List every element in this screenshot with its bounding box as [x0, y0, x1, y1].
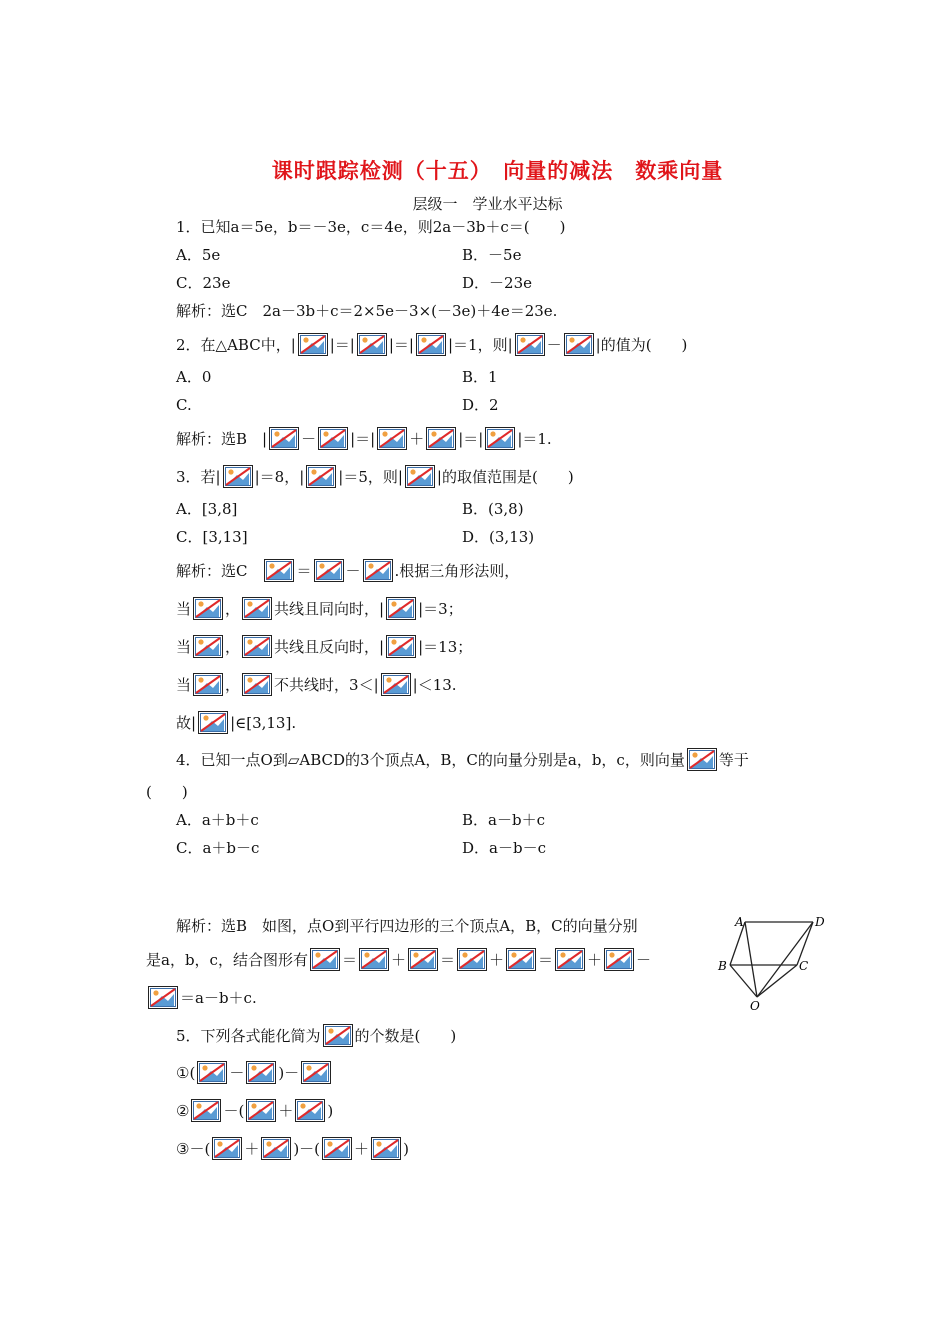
q1-option-b: B．－5e [462, 246, 522, 264]
q5-item-3: ③－( ＋ )－( ＋ ) [176, 1137, 409, 1160]
q4-option-b: B．a－b＋c [462, 811, 545, 829]
q3-option-a: A．[3,8] [176, 500, 238, 518]
label-o: O [750, 999, 760, 1012]
q3-option-d: D．(3,13) [462, 528, 535, 546]
vector-image-icon [193, 673, 223, 696]
q2-option-d: D．2 [462, 396, 499, 414]
q4-option-d: D．a－b－c [462, 839, 546, 857]
vector-image-icon [357, 333, 387, 356]
vector-image-icon [298, 333, 328, 356]
vector-image-icon [295, 1099, 325, 1122]
q1-option-a: A．5e [176, 246, 221, 264]
q4-answer-line-1: 解析：选B 如图，点O到平行四边形的三个顶点A，B，C的向量分别 [176, 917, 638, 935]
q4-option-c: C．a＋b－c [176, 839, 260, 857]
vector-image-icon [416, 333, 446, 356]
q1-stem: 1．已知a＝5e，b＝－3e，c＝4e，则2a－3b＋c＝( ) [176, 218, 566, 236]
vector-image-icon [242, 635, 272, 658]
parallelogram-figure [715, 912, 825, 1012]
q2-option-c: C. [176, 396, 192, 414]
vector-image-icon [323, 1024, 353, 1047]
vector-image-icon [246, 1061, 276, 1084]
vector-image-icon [555, 948, 585, 971]
q5-item-1: ①( － )－ [176, 1061, 333, 1084]
q3-answer-line-5: 故| |∈[3,13]. [176, 711, 296, 734]
q3-answer-line-1: 解析：选C ＝ － .根据三角形法则， [176, 559, 519, 582]
q2-option-a: A．0 [176, 368, 212, 386]
q4-answer-line-3: ＝a－b＋c. [146, 986, 257, 1009]
q5-stem: 5．下列各式能化简为 的个数是( ) [176, 1024, 456, 1047]
vector-image-icon [242, 673, 272, 696]
q4-option-a: A．a＋b＋c [176, 811, 259, 829]
label-a: A [735, 915, 744, 929]
q3-answer-line-4: 当 ， 不共线时，3＜| |＜13. [176, 673, 457, 696]
vector-image-icon [515, 333, 545, 356]
vector-image-icon [457, 948, 487, 971]
vector-image-icon [408, 948, 438, 971]
label-b: B [718, 959, 727, 973]
q3-stem: 3．若| |＝8，| |＝5，则| |的取值范围是( ) [176, 465, 574, 488]
q3-answer-line-2: 当 ， 共线且同向时，| |＝3； [176, 597, 463, 620]
q2-answer: 解析：选B | － |＝| ＋ |＝| |＝1. [176, 427, 552, 450]
vector-image-icon [687, 748, 717, 771]
vector-image-icon [197, 1061, 227, 1084]
q2-option-b: B．1 [462, 368, 498, 386]
q4-answer-line-2: 是a，b，c，结合图形有 ＝ ＋ ＝ ＋ ＝ ＋ － [146, 948, 651, 971]
vector-image-icon [264, 559, 294, 582]
q1-option-d: D．－23e [462, 274, 532, 292]
vector-image-icon [306, 465, 336, 488]
vector-image-icon [310, 948, 340, 971]
vector-image-icon [246, 1099, 276, 1122]
q4-stem-bracket: ( ) [146, 783, 188, 801]
vector-image-icon [485, 427, 515, 450]
vector-image-icon [359, 948, 389, 971]
vector-image-icon [148, 986, 178, 1009]
vector-image-icon [371, 1137, 401, 1160]
q5-item-2: ② －( ＋ ) [176, 1099, 333, 1122]
q3-option-b: B．(3,8) [462, 500, 524, 518]
page-title: 课时跟踪检测（十五） 向量的减法 数乘向量 [271, 158, 724, 183]
vector-image-icon [261, 1137, 291, 1160]
vector-image-icon [386, 597, 416, 620]
vector-image-icon [269, 427, 299, 450]
vector-image-icon [322, 1137, 352, 1160]
vector-image-icon [386, 635, 416, 658]
q3-answer-line-3: 当 ， 共线且反向时，| |＝13； [176, 635, 472, 658]
label-c: C [799, 959, 809, 973]
q4-stem: 4．已知一点O到▱ABCD的3个顶点A，B，C的向量分别是a，b，c，则向量 等于 [176, 748, 749, 771]
label-d: D [815, 915, 825, 929]
vector-image-icon [301, 1061, 331, 1084]
q1-option-c: C．23e [176, 274, 231, 292]
vector-image-icon [193, 597, 223, 620]
q3-option-c: C．[3,13] [176, 528, 248, 546]
vector-image-icon [363, 559, 393, 582]
vector-image-icon [506, 948, 536, 971]
vector-image-icon [242, 597, 272, 620]
vector-image-icon [318, 427, 348, 450]
vector-image-icon [198, 711, 228, 734]
vector-image-icon [564, 333, 594, 356]
vector-image-icon [405, 465, 435, 488]
vector-image-icon [191, 1099, 221, 1122]
vector-image-icon [604, 948, 634, 971]
q1-answer: 解析：选C 2a－3b＋c＝2×5e－3×(－3e)＋4e＝23e. [176, 302, 558, 320]
vector-image-icon [314, 559, 344, 582]
vector-image-icon [377, 427, 407, 450]
section-subtitle: 层级一 学业水平达标 [412, 195, 563, 213]
vector-image-icon [193, 635, 223, 658]
vector-image-icon [381, 673, 411, 696]
q2-stem: 2．在△ABC中，| |＝| |＝| |＝1，则| － |的值为( ) [176, 333, 687, 356]
vector-image-icon [212, 1137, 242, 1160]
vector-image-icon [426, 427, 456, 450]
vector-image-icon [223, 465, 253, 488]
